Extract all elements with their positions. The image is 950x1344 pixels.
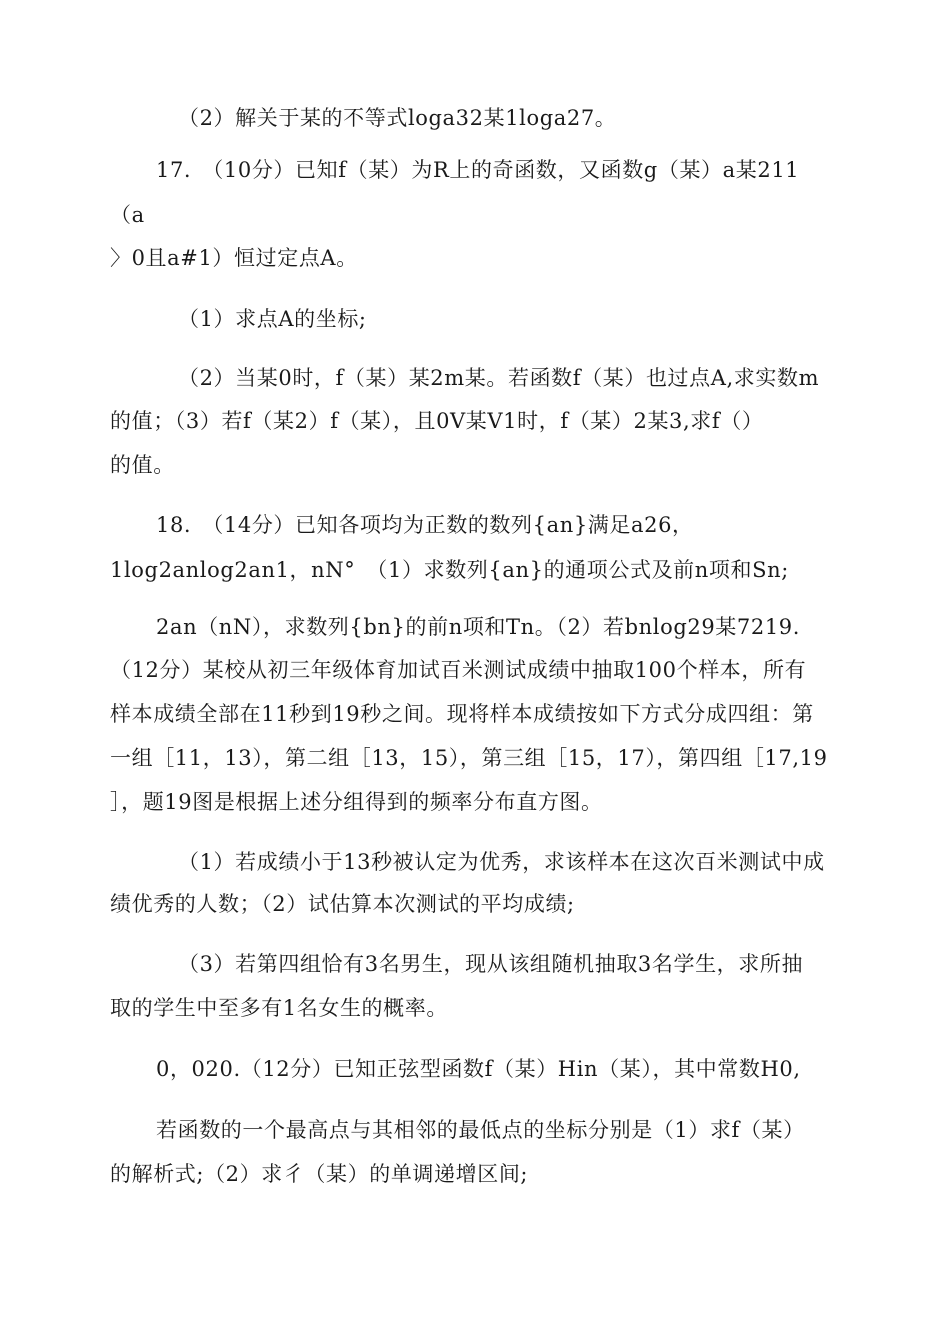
text-line: 的解析式;（2）求彳（某）的单调递增区间;	[110, 1162, 529, 1186]
text-line: 一组［11，13），第二组［13，15），第三组［15，17），第四组［17,19	[110, 746, 828, 770]
text-line: 样本成绩全部在11秒到19秒之间。现将样本成绩按如下方式分成四组：第	[110, 702, 814, 726]
text-line: （1）求点A的坐标;	[178, 307, 367, 331]
text-line: 0，020.（12分）已知正弦型函数f（某）Hin（某），其中常数H0,	[156, 1057, 801, 1081]
text-line: （12分）某校从初三年级体育加试百米测试成绩中抽取100个样本，所有	[110, 658, 807, 682]
text-line: （a	[110, 203, 145, 227]
text-line: （3）若第四组恰有3名男生，现从该组随机抽取3名学生，求所抽	[178, 952, 804, 976]
text-line: 2an（nN），求数列{bn}的前n项和Tn。（2）若bnlog29某7219.	[156, 615, 801, 639]
text-line: 若函数的一个最高点与其相邻的最低点的坐标分别是（1）求f（某）	[156, 1118, 805, 1142]
text-line: ］，题19图是根据上述分组得到的频率分布直方图。	[110, 790, 603, 814]
text-line: 的值。	[110, 453, 175, 477]
text-line: 〉0且a#1）恒过定点A。	[110, 246, 358, 270]
text-line: 1log2anlog2an1，nN° （1）求数列{an}的通项公式及前n项和Sn;	[110, 558, 789, 582]
text-line: （1）若成绩小于13秒被认定为优秀，求该样本在这次百米测试中成	[178, 850, 825, 874]
text-line: （2）当某0时，f（某）某2m某。若函数f（某）也过点A,求实数m	[178, 366, 820, 390]
text-line: 绩优秀的人数；（2）试估算本次测试的平均成绩;	[110, 892, 575, 916]
text-line: 取的学生中至多有1名女生的概率。	[110, 996, 448, 1020]
text-line: 的值；（3）若f（某2）f（某），且0V某V1时，f（某）2某3,求f（）	[110, 409, 764, 433]
text-line: （2）解关于某的不等式loga32某1loga27。	[178, 106, 617, 130]
text-line: 17. （10分）已知f（某）为R上的奇函数，又函数g（某）a某211	[156, 158, 800, 182]
text-line: 18. （14分）已知各项均为正数的数列{an}满足a26，	[156, 513, 694, 537]
